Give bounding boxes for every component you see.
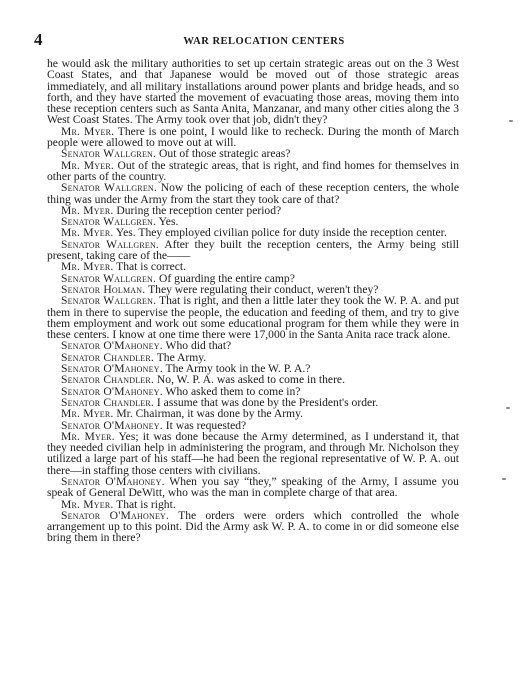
speaker-name: Senator O'Mahoney. xyxy=(61,418,163,432)
paragraph-text: There is one point, I would like to recheck. During the month of March people were allowed to move out at will. xyxy=(47,124,459,150)
paragraph-text: Of guarding the entire camp? xyxy=(159,271,295,285)
transcript-paragraph xyxy=(47,510,459,544)
transcript-paragraph xyxy=(47,160,459,183)
speaker-name: Mr. Myer. xyxy=(61,497,114,511)
speaker-name: Senator Wallgren. xyxy=(61,147,157,161)
speaker-name: Senator Chandler. xyxy=(61,373,155,387)
paragraph-text: During the reception center period? xyxy=(116,203,282,217)
transcript-paragraph xyxy=(47,295,459,340)
paragraph-text: No, W. P. A. was asked to come in there. xyxy=(156,373,345,387)
transcript-paragraph xyxy=(47,182,459,205)
paragraph-text: he would ask the military authorities to set up certain strategic areas out on the 3 West Coast States, and that Japanese would be moved out of those strategic areas immediately, and all military installations around power plants and bridge heads, and so forth, and they have started the movement of evacuating those areas, moving them into these reception centers such as Santa Anita, Manzanar, and many other cities along the 3 West Coast States. The Army took over that job, didn't they? xyxy=(47,57,459,127)
speaker-name: Mr. Myer. xyxy=(61,158,114,172)
page-number: 4 xyxy=(34,30,43,49)
transcript-paragraph xyxy=(47,476,459,499)
paragraph-text: Out of the strategic areas, that is right, and find homes for themselves in other parts of the country. xyxy=(47,158,460,183)
running-head-title: WAR RELOCATION CENTERS xyxy=(183,36,345,47)
speaker-name: Mr. Myer. xyxy=(61,203,114,217)
scan-speck xyxy=(502,478,506,480)
paragraph-text: I assume that was done by the President's order. xyxy=(156,395,379,409)
paragraph-text: Mr. Chairman, it was done by the Army. xyxy=(116,407,304,421)
paragraph-text: The Army took in the W. P. A.? xyxy=(165,362,311,376)
paragraph-text: When you say “they,” speaking of the Army, I assume you speak of General DeWitt, who was the man in complete charge of that area. xyxy=(47,474,459,500)
transcript-paragraph xyxy=(47,58,459,126)
paragraph-text: The orders were orders which controlled the whole arrangement up to this point. Did the Army ask W. P. A. to come in or did someone else bring them in there? xyxy=(47,508,459,545)
speaker-name: Senator O'Mahoney. xyxy=(61,339,163,353)
speaker-name: Mr. Myer. xyxy=(61,124,115,138)
speaker-name: Mr. Myer. xyxy=(61,226,114,240)
speaker-name: Senator Wallgren. xyxy=(61,294,157,308)
paragraph-text: Who did that? xyxy=(165,339,232,353)
speaker-name: Senator Chandler. xyxy=(61,395,155,409)
speaker-name: Senator O'Mahoney. xyxy=(61,474,165,488)
speaker-name: Senator Holman. xyxy=(61,282,146,296)
speaker-name: Senator Wallgren. xyxy=(61,271,157,285)
paragraph-text: That is correct. xyxy=(116,260,187,274)
speaker-name: Mr. Myer. xyxy=(61,260,114,274)
paragraph-text: Now the policing of each of these reception centers, the whole thing was under the Army from the start they took care of that? xyxy=(47,181,459,206)
paragraph-text: Yes. They employed civilian police for duty inside the reception center. xyxy=(115,226,447,240)
paragraph-text: Who asked them to come in? xyxy=(165,384,301,398)
transcript-paragraph xyxy=(47,239,459,262)
speaker-name: Senator O'Mahoney. xyxy=(61,384,163,398)
speaker-name: Mr. Myer. xyxy=(61,407,114,421)
speaker-name: Senator Chandler. xyxy=(61,350,155,364)
paragraph-text: The Army. xyxy=(156,350,207,364)
paragraph-text: They were regulating their conduct, weren't they? xyxy=(148,282,379,296)
speaker-name: Mr. Myer. xyxy=(61,429,115,443)
speaker-name: Senator Wallgren. xyxy=(61,215,157,229)
scan-speck xyxy=(509,120,513,122)
speaker-name: Senator Wallgren. xyxy=(61,237,160,251)
speaker-name: Senator O'Mahoney. xyxy=(61,508,170,522)
paragraph-text: Out of those strategic areas? xyxy=(159,147,291,161)
transcript-paragraph xyxy=(47,126,459,149)
speaker-name: Senator O'Mahoney. xyxy=(61,362,163,376)
paragraph-text: That is right, and then a little later they took the W. P. A. and put them in there to supervise the people, the education and feeding of them, and try to give them employment and work out some educational program for them while they were in these centers. I know at one time there were 17,000 in the Santa Anita race track alone. xyxy=(47,294,459,342)
transcript-paragraph xyxy=(47,431,459,476)
scan-speck xyxy=(506,407,510,409)
paragraph-text: Yes; it was done because the Army determined, as I understand it, that they needed civilian help in administering the program, and through Mr. Nicholson they utilized a large part of his staff—he had been the regional representative of W. P. A. out there—in staffing those centers with civilians. xyxy=(47,429,459,477)
speaker-name: Senator Wallgren. xyxy=(61,181,157,195)
paragraph-text: Yes. xyxy=(158,215,179,229)
page-header xyxy=(34,30,494,52)
paragraph-text: It was requested? xyxy=(165,418,247,432)
transcript-body xyxy=(47,58,459,544)
paragraph-text: After they built the reception centers, the Army being still present, taking care of the—— xyxy=(47,237,460,263)
paragraph-text: That is right. xyxy=(116,497,176,511)
